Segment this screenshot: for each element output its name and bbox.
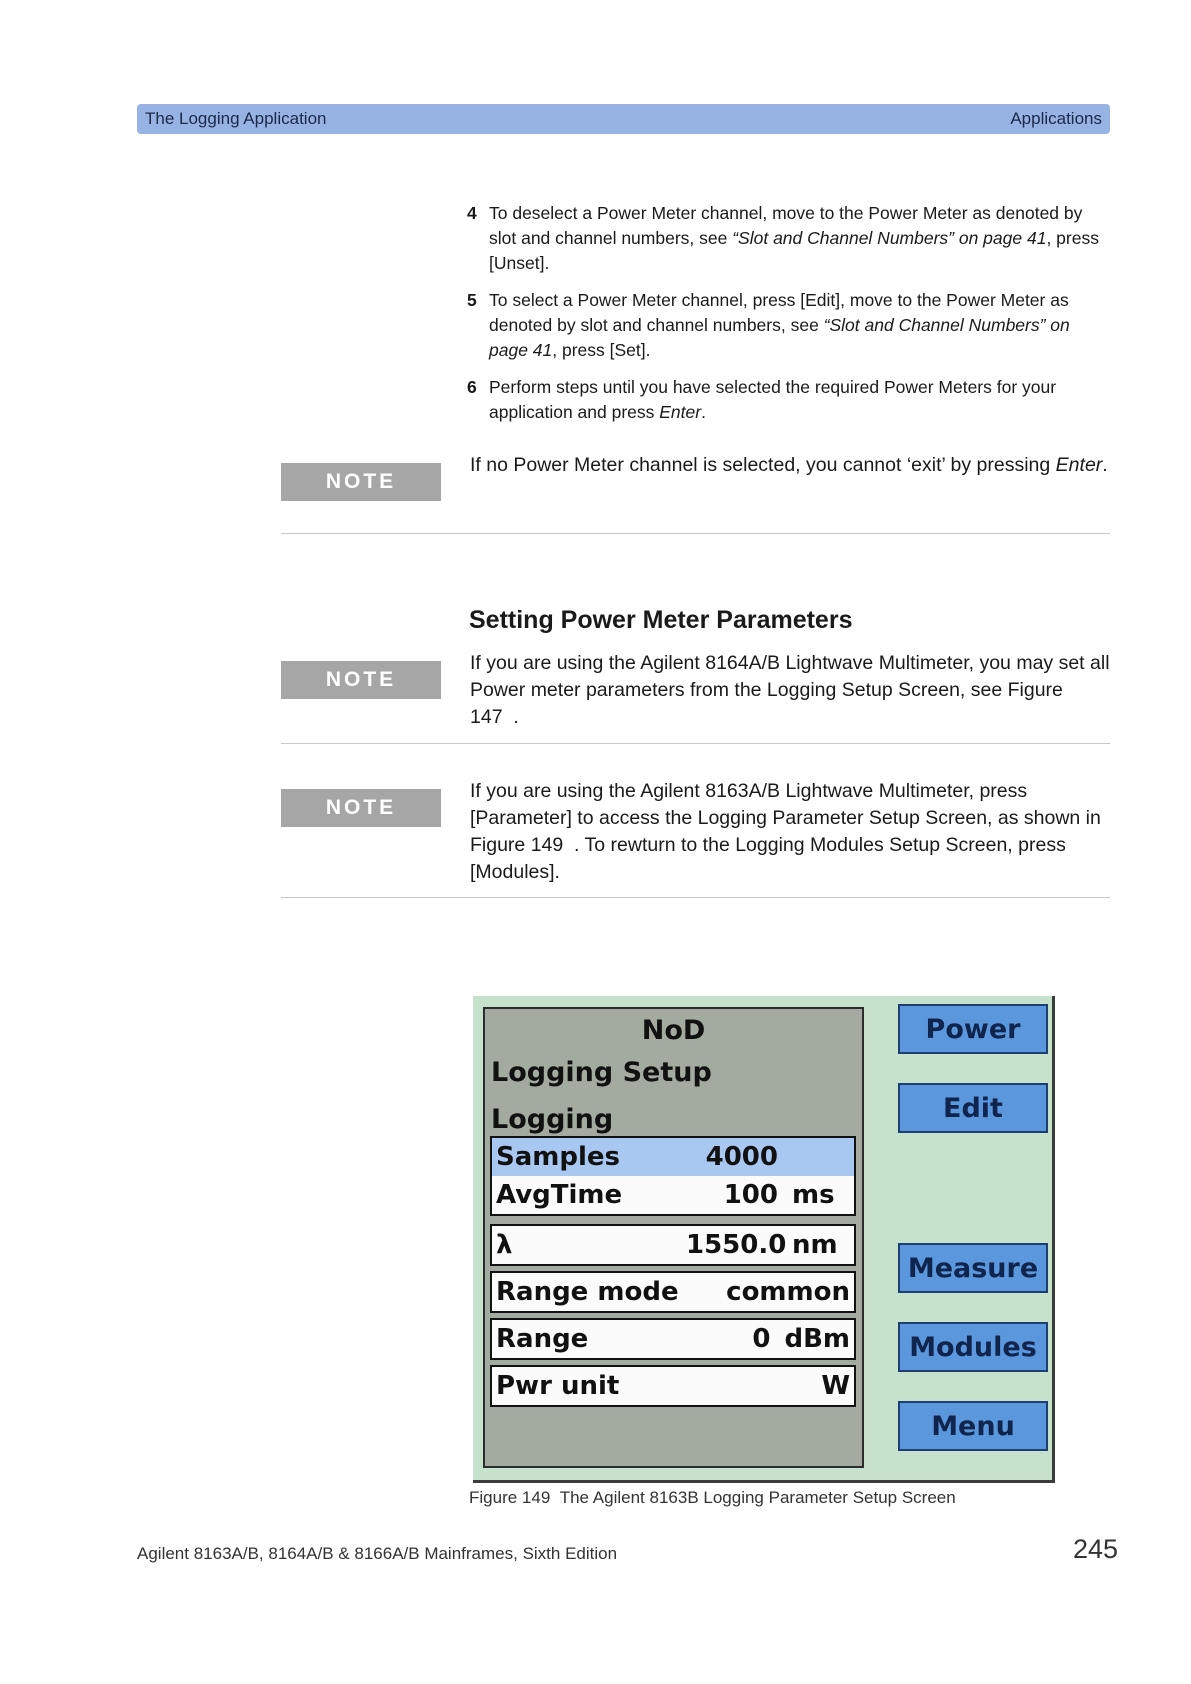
modules-softkey[interactable]: Modules <box>898 1322 1048 1372</box>
logging-parameter-screen <box>473 996 1055 1483</box>
avgtime-row[interactable]: AvgTime 100 ms <box>496 1180 835 1210</box>
step-number: 6 <box>467 377 477 397</box>
step-item <box>467 201 1110 276</box>
measure-softkey[interactable]: Measure <box>898 1243 1048 1293</box>
screen-subtitle: Logging Setup <box>491 1057 712 1088</box>
step-number: 4 <box>467 203 477 223</box>
edit-softkey[interactable]: Edit <box>898 1083 1048 1133</box>
range-row[interactable]: Range 0 dBm <box>490 1318 856 1360</box>
cross-reference: “Slot and Channel Numbers” on page 41 <box>489 315 1070 360</box>
note-label: NOTE <box>281 789 441 827</box>
power-unit-row[interactable]: Pwr unit W <box>490 1365 856 1407</box>
cross-reference: “Slot and Channel Numbers” on page 41 <box>732 228 1047 248</box>
divider <box>281 897 1110 898</box>
note-text: If you are using the Agilent 8163A/B Lightwave Multimeter, press [Parameter] to access the Logging Parameter Setup Screen, as shown in Figure 149 . To rewturn to the Logging Modules Setup Screen, press [Modules]. <box>470 780 1101 883</box>
range-mode-row[interactable]: Range mode common <box>490 1271 856 1313</box>
step-text: To select a Power Meter channel, press [Edit], move to the Power Meter as denoted by slot and channel numbers, see “Slot and Channel Numbers” on page 41, press [Set]. <box>489 290 1070 360</box>
screen-title: NoD <box>641 1015 706 1046</box>
header-section: Applications <box>1010 109 1102 128</box>
screen-subtitle: Logging <box>491 1104 614 1135</box>
step-list <box>467 201 1110 437</box>
wavelength-row[interactable]: λ 1550.0 nm <box>490 1224 856 1266</box>
step-text: Perform steps until you have selected the required Power Meters for your application and press Enter. <box>489 377 1057 422</box>
menu-softkey[interactable]: Menu <box>898 1401 1048 1451</box>
figure-caption: Figure 149 The Agilent 8163B Logging Parameter Setup Screen <box>469 1488 956 1507</box>
divider <box>281 743 1110 744</box>
step-item <box>467 288 1110 363</box>
running-header <box>137 104 1110 134</box>
logging-params-box <box>490 1136 856 1216</box>
power-softkey[interactable]: Power <box>898 1004 1048 1054</box>
samples-row[interactable]: Samples 4000 <box>492 1138 854 1176</box>
step-number: 5 <box>467 290 477 310</box>
divider <box>281 533 1110 534</box>
note-text: If no Power Meter channel is selected, you cannot ‘exit’ by pressing Enter. <box>470 454 1108 476</box>
section-title: Setting Power Meter Parameters <box>469 606 853 634</box>
note-label: NOTE <box>281 661 441 699</box>
header-chapter: The Logging Application <box>145 109 327 128</box>
parameter-panel <box>483 1007 864 1468</box>
note-text: If you are using the Agilent 8164A/B Lightwave Multimeter, you may set all Power meter parameters from the Logging Setup Screen, see Figure 147 . <box>470 652 1110 728</box>
step-item <box>467 375 1110 425</box>
page-number: 245 <box>1073 1534 1119 1564</box>
note-label: NOTE <box>281 463 441 501</box>
step-text: To deselect a Power Meter channel, move to the Power Meter as denoted by slot and channel numbers, see “Slot and Channel Numbers” on page 41, press [Unset]. <box>489 203 1099 273</box>
footer-title: Agilent 8163A/B, 8164A/B & 8166A/B Mainframes, Sixth Edition <box>137 1544 618 1563</box>
